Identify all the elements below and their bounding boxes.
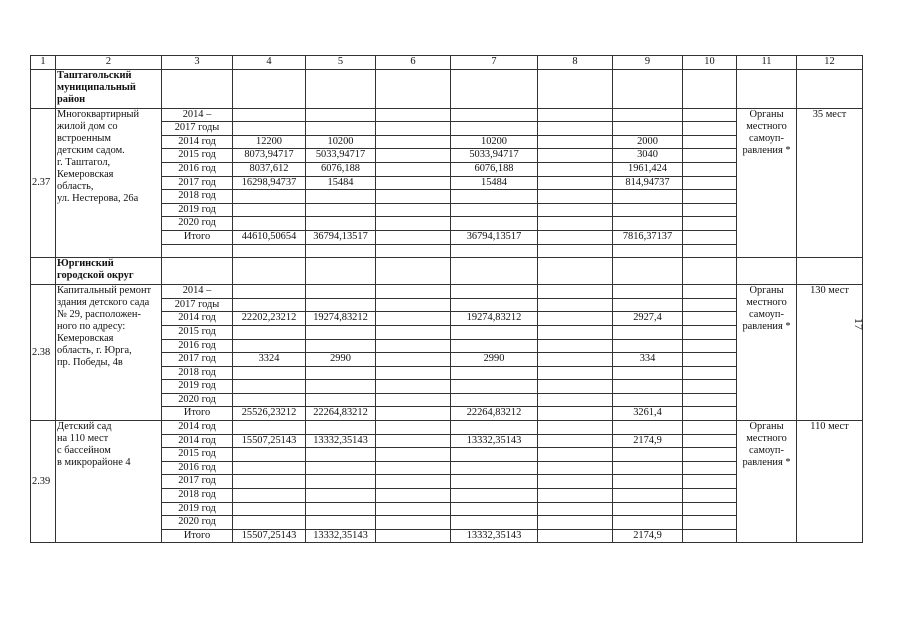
col9-cell: [613, 380, 683, 394]
empty-cell: [683, 258, 737, 285]
col5-cell: 10200: [306, 135, 376, 149]
col7-cell: 36794,13517: [451, 230, 538, 244]
col8-cell: [538, 461, 613, 475]
col8-cell: [538, 190, 613, 204]
col6-cell: [376, 461, 451, 475]
col9-cell: [613, 190, 683, 204]
period-cell: 2017 годы: [162, 122, 233, 136]
page-number: 17: [852, 318, 866, 330]
empty-cell: [451, 69, 538, 108]
col6-cell: [376, 516, 451, 530]
col8-cell: [538, 230, 613, 244]
col9-cell: [613, 339, 683, 353]
col5-cell: [306, 203, 376, 217]
column-number: 6: [376, 56, 451, 70]
total-cost-cell: 15507,25143: [233, 434, 306, 448]
column-number: 11: [737, 56, 797, 70]
col10-cell: [683, 298, 737, 312]
col10-cell: [683, 448, 737, 462]
item-name: Капитальный ремонт здания детского сада № 29, расположен- ного по адресу: Кемеровская область, г. Юрга, пр. Победы, 4в: [56, 285, 162, 421]
col5-cell: [306, 421, 376, 435]
col8-cell: [538, 475, 613, 489]
col9-cell: [613, 203, 683, 217]
col7-cell: [451, 108, 538, 122]
col7-cell: 10200: [451, 135, 538, 149]
col5-cell: [306, 502, 376, 516]
total-cost-cell: 8073,94717: [233, 149, 306, 163]
period-cell: 2017 год: [162, 176, 233, 190]
col9-cell: [613, 244, 683, 258]
col6-cell: [376, 475, 451, 489]
col8-cell: [538, 149, 613, 163]
period-cell: 2018 год: [162, 366, 233, 380]
col6-cell: [376, 217, 451, 231]
col5-cell: [306, 489, 376, 503]
col9-cell: 334: [613, 353, 683, 367]
col10-cell: [683, 529, 737, 543]
column-number: 10: [683, 56, 737, 70]
column-number: 3: [162, 56, 233, 70]
item-name: Многоквартирный жилой дом со встроенным детским садом. г. Таштагол, Кемеровская область, ул. Нестерова, 26а: [56, 108, 162, 258]
col5-cell: [306, 366, 376, 380]
col6-cell: [376, 380, 451, 394]
total-cost-cell: [233, 325, 306, 339]
total-cost-cell: [233, 448, 306, 462]
period-cell: Итого: [162, 230, 233, 244]
col7-cell: 19274,83212: [451, 312, 538, 326]
col9-cell: [613, 502, 683, 516]
col8-cell: [538, 380, 613, 394]
col9-cell: [613, 516, 683, 530]
responsible-org: Органы местного самоуп- равления *: [737, 285, 797, 421]
total-cost-cell: [233, 516, 306, 530]
period-cell: Итого: [162, 529, 233, 543]
empty-cell: [162, 69, 233, 108]
col9-cell: 2174,9: [613, 434, 683, 448]
empty-cell: [737, 69, 797, 108]
section-header-row: [31, 258, 863, 285]
capacity-cell: 130 мест: [797, 285, 863, 421]
section-header-row: [31, 69, 863, 108]
total-cost-cell: [233, 461, 306, 475]
col5-cell: [306, 516, 376, 530]
col6-cell: [376, 162, 451, 176]
col6-cell: [376, 122, 451, 136]
col7-cell: [451, 489, 538, 503]
col5-cell: [306, 217, 376, 231]
col6-cell: [376, 203, 451, 217]
empty-cell: [797, 69, 863, 108]
col10-cell: [683, 122, 737, 136]
col10-cell: [683, 230, 737, 244]
col9-cell: [613, 325, 683, 339]
col10-cell: [683, 489, 737, 503]
total-cost-cell: [233, 122, 306, 136]
col7-cell: [451, 421, 538, 435]
col7-cell: [451, 285, 538, 299]
col9-cell: [613, 448, 683, 462]
period-cell: 2019 год: [162, 203, 233, 217]
period-cell: 2020 год: [162, 393, 233, 407]
empty-cell: [162, 258, 233, 285]
col8-cell: [538, 203, 613, 217]
col7-cell: [451, 298, 538, 312]
col10-cell: [683, 244, 737, 258]
col6-cell: [376, 529, 451, 543]
col5-cell: [306, 380, 376, 394]
col8-cell: [538, 353, 613, 367]
col8-cell: [538, 325, 613, 339]
col6-cell: [376, 502, 451, 516]
empty-cell: [797, 258, 863, 285]
col8-cell: [538, 516, 613, 530]
col5-cell: 15484: [306, 176, 376, 190]
col10-cell: [683, 325, 737, 339]
capacity-cell: 110 мест: [797, 421, 863, 543]
item-name: Детский сад на 110 мест с бассейном в микрорайоне 4: [56, 421, 162, 543]
total-cost-cell: [233, 339, 306, 353]
column-number: 9: [613, 56, 683, 70]
column-number: 4: [233, 56, 306, 70]
empty-cell: [306, 258, 376, 285]
col9-cell: [613, 366, 683, 380]
period-cell: 2014 год: [162, 312, 233, 326]
period-cell: 2017 год: [162, 475, 233, 489]
period-cell: 2018 год: [162, 489, 233, 503]
col8-cell: [538, 502, 613, 516]
col10-cell: [683, 339, 737, 353]
col10-cell: [683, 203, 737, 217]
col6-cell: [376, 244, 451, 258]
col9-cell: 2174,9: [613, 529, 683, 543]
col8-cell: [538, 448, 613, 462]
col5-cell: [306, 190, 376, 204]
col7-cell: 2990: [451, 353, 538, 367]
col9-cell: [613, 489, 683, 503]
col9-cell: 2000: [613, 135, 683, 149]
col9-cell: 2927,4: [613, 312, 683, 326]
col7-cell: [451, 448, 538, 462]
total-cost-cell: [233, 380, 306, 394]
period-cell: 2017 год: [162, 353, 233, 367]
period-cell: 2018 год: [162, 190, 233, 204]
col8-cell: [538, 434, 613, 448]
col7-cell: [451, 502, 538, 516]
responsible-org: Органы местного самоуп- равления *: [737, 108, 797, 258]
col10-cell: [683, 285, 737, 299]
col9-cell: [613, 393, 683, 407]
total-cost-cell: [233, 366, 306, 380]
col9-cell: 7816,37137: [613, 230, 683, 244]
total-cost-cell: [233, 190, 306, 204]
col8-cell: [538, 339, 613, 353]
col9-cell: [613, 461, 683, 475]
period-cell: 2014 –: [162, 285, 233, 299]
col5-cell: [306, 461, 376, 475]
col10-cell: [683, 475, 737, 489]
capacity-cell: 35 мест: [797, 108, 863, 258]
column-number: 8: [538, 56, 613, 70]
total-cost-cell: 8037,612: [233, 162, 306, 176]
col6-cell: [376, 108, 451, 122]
period-cell: 2019 год: [162, 380, 233, 394]
col9-cell: 3040: [613, 149, 683, 163]
period-cell: 2015 год: [162, 325, 233, 339]
col7-cell: [451, 325, 538, 339]
col5-cell: [306, 339, 376, 353]
col10-cell: [683, 461, 737, 475]
period-cell: 2020 год: [162, 516, 233, 530]
column-number: 5: [306, 56, 376, 70]
empty-cell: [233, 69, 306, 108]
col7-cell: [451, 217, 538, 231]
empty-cell: [613, 258, 683, 285]
empty-cell: [683, 69, 737, 108]
col7-cell: [451, 461, 538, 475]
table-row: [31, 285, 863, 299]
empty-cell: [538, 258, 613, 285]
col10-cell: [683, 190, 737, 204]
col10-cell: [683, 162, 737, 176]
col8-cell: [538, 176, 613, 190]
col8-cell: [538, 298, 613, 312]
col10-cell: [683, 393, 737, 407]
empty-cell: [233, 258, 306, 285]
col7-cell: [451, 203, 538, 217]
col7-cell: 5033,94717: [451, 149, 538, 163]
period-cell: 2019 год: [162, 502, 233, 516]
empty-cell: [31, 69, 56, 108]
total-cost-cell: 16298,94737: [233, 176, 306, 190]
col5-cell: [306, 393, 376, 407]
col9-cell: [613, 122, 683, 136]
col6-cell: [376, 190, 451, 204]
col7-cell: 6076,188: [451, 162, 538, 176]
total-cost-cell: [233, 393, 306, 407]
col10-cell: [683, 176, 737, 190]
col6-cell: [376, 230, 451, 244]
period-cell: 2014 год: [162, 421, 233, 435]
col8-cell: [538, 244, 613, 258]
period-cell: 2015 год: [162, 149, 233, 163]
col8-cell: [538, 135, 613, 149]
col5-cell: 13332,35143: [306, 434, 376, 448]
column-number: 1: [31, 56, 56, 70]
col8-cell: [538, 285, 613, 299]
col6-cell: [376, 339, 451, 353]
col5-cell: [306, 108, 376, 122]
col10-cell: [683, 434, 737, 448]
total-cost-cell: [233, 244, 306, 258]
item-index: 2.38: [31, 285, 56, 421]
col5-cell: [306, 122, 376, 136]
budget-table: [30, 55, 863, 543]
section-title: Юргинский городской округ: [56, 258, 162, 285]
empty-cell: [376, 258, 451, 285]
empty-cell: [451, 258, 538, 285]
col8-cell: [538, 217, 613, 231]
col9-cell: [613, 298, 683, 312]
col9-cell: [613, 421, 683, 435]
col10-cell: [683, 353, 737, 367]
col5-cell: [306, 285, 376, 299]
col10-cell: [683, 217, 737, 231]
col9-cell: 814,94737: [613, 176, 683, 190]
col8-cell: [538, 393, 613, 407]
col5-cell: 2990: [306, 353, 376, 367]
responsible-org: Органы местного самоуп- равления *: [737, 421, 797, 543]
col8-cell: [538, 108, 613, 122]
col7-cell: 22264,83212: [451, 407, 538, 421]
column-number: 12: [797, 56, 863, 70]
col7-cell: 13332,35143: [451, 434, 538, 448]
col6-cell: [376, 176, 451, 190]
col10-cell: [683, 380, 737, 394]
col8-cell: [538, 122, 613, 136]
empty-cell: [737, 258, 797, 285]
col10-cell: [683, 502, 737, 516]
period-cell: 2017 годы: [162, 298, 233, 312]
col6-cell: [376, 149, 451, 163]
col10-cell: [683, 421, 737, 435]
col7-cell: [451, 516, 538, 530]
col6-cell: [376, 407, 451, 421]
col7-cell: 13332,35143: [451, 529, 538, 543]
total-cost-cell: 3324: [233, 353, 306, 367]
col9-cell: 1961,424: [613, 162, 683, 176]
period-cell: 2014 год: [162, 434, 233, 448]
period-cell: 2014 –: [162, 108, 233, 122]
total-cost-cell: 44610,50654: [233, 230, 306, 244]
period-cell: Итого: [162, 407, 233, 421]
col6-cell: [376, 366, 451, 380]
period-cell: [162, 244, 233, 258]
col8-cell: [538, 366, 613, 380]
col5-cell: [306, 298, 376, 312]
empty-cell: [613, 69, 683, 108]
col8-cell: [538, 529, 613, 543]
column-number: 2: [56, 56, 162, 70]
col5-cell: 22264,83212: [306, 407, 376, 421]
period-cell: 2014 год: [162, 135, 233, 149]
col5-cell: 6076,188: [306, 162, 376, 176]
total-cost-cell: [233, 285, 306, 299]
period-cell: 2020 год: [162, 217, 233, 231]
col6-cell: [376, 489, 451, 503]
col5-cell: 36794,13517: [306, 230, 376, 244]
col9-cell: [613, 217, 683, 231]
col6-cell: [376, 312, 451, 326]
col7-cell: [451, 366, 538, 380]
empty-cell: [538, 69, 613, 108]
total-cost-cell: [233, 475, 306, 489]
col6-cell: [376, 393, 451, 407]
table-row: [31, 108, 863, 122]
col7-cell: [451, 190, 538, 204]
total-cost-cell: [233, 108, 306, 122]
col5-cell: [306, 325, 376, 339]
col9-cell: [613, 475, 683, 489]
col5-cell: [306, 448, 376, 462]
col5-cell: [306, 475, 376, 489]
total-cost-cell: 22202,23212: [233, 312, 306, 326]
col6-cell: [376, 448, 451, 462]
col7-cell: 15484: [451, 176, 538, 190]
col7-cell: [451, 380, 538, 394]
col8-cell: [538, 407, 613, 421]
col8-cell: [538, 421, 613, 435]
col5-cell: 13332,35143: [306, 529, 376, 543]
total-cost-cell: 25526,23212: [233, 407, 306, 421]
col6-cell: [376, 298, 451, 312]
col6-cell: [376, 353, 451, 367]
col8-cell: [538, 489, 613, 503]
section-title: Таштагольский муниципальный район: [56, 69, 162, 108]
col6-cell: [376, 325, 451, 339]
col10-cell: [683, 366, 737, 380]
col6-cell: [376, 285, 451, 299]
col9-cell: [613, 285, 683, 299]
col7-cell: [451, 122, 538, 136]
period-cell: 2016 год: [162, 461, 233, 475]
col10-cell: [683, 149, 737, 163]
empty-cell: [376, 69, 451, 108]
col10-cell: [683, 312, 737, 326]
col10-cell: [683, 135, 737, 149]
col8-cell: [538, 312, 613, 326]
col6-cell: [376, 434, 451, 448]
col5-cell: [306, 244, 376, 258]
col9-cell: [613, 108, 683, 122]
total-cost-cell: 12200: [233, 135, 306, 149]
total-cost-cell: [233, 502, 306, 516]
total-cost-cell: [233, 217, 306, 231]
total-cost-cell: [233, 489, 306, 503]
col9-cell: 3261,4: [613, 407, 683, 421]
total-cost-cell: 15507,25143: [233, 529, 306, 543]
period-cell: 2016 год: [162, 339, 233, 353]
col8-cell: [538, 162, 613, 176]
column-number-row: [31, 56, 863, 70]
empty-cell: [306, 69, 376, 108]
item-index: 2.37: [31, 108, 56, 258]
item-index: 2.39: [31, 421, 56, 543]
col6-cell: [376, 135, 451, 149]
column-number: 7: [451, 56, 538, 70]
col7-cell: [451, 244, 538, 258]
col7-cell: [451, 339, 538, 353]
col6-cell: [376, 421, 451, 435]
table-row: [31, 421, 863, 435]
col10-cell: [683, 516, 737, 530]
col10-cell: [683, 108, 737, 122]
empty-cell: [31, 258, 56, 285]
period-cell: 2015 год: [162, 448, 233, 462]
col5-cell: 5033,94717: [306, 149, 376, 163]
period-cell: 2016 год: [162, 162, 233, 176]
total-cost-cell: [233, 203, 306, 217]
col7-cell: [451, 393, 538, 407]
col5-cell: 19274,83212: [306, 312, 376, 326]
col10-cell: [683, 407, 737, 421]
total-cost-cell: [233, 298, 306, 312]
col7-cell: [451, 475, 538, 489]
total-cost-cell: [233, 421, 306, 435]
